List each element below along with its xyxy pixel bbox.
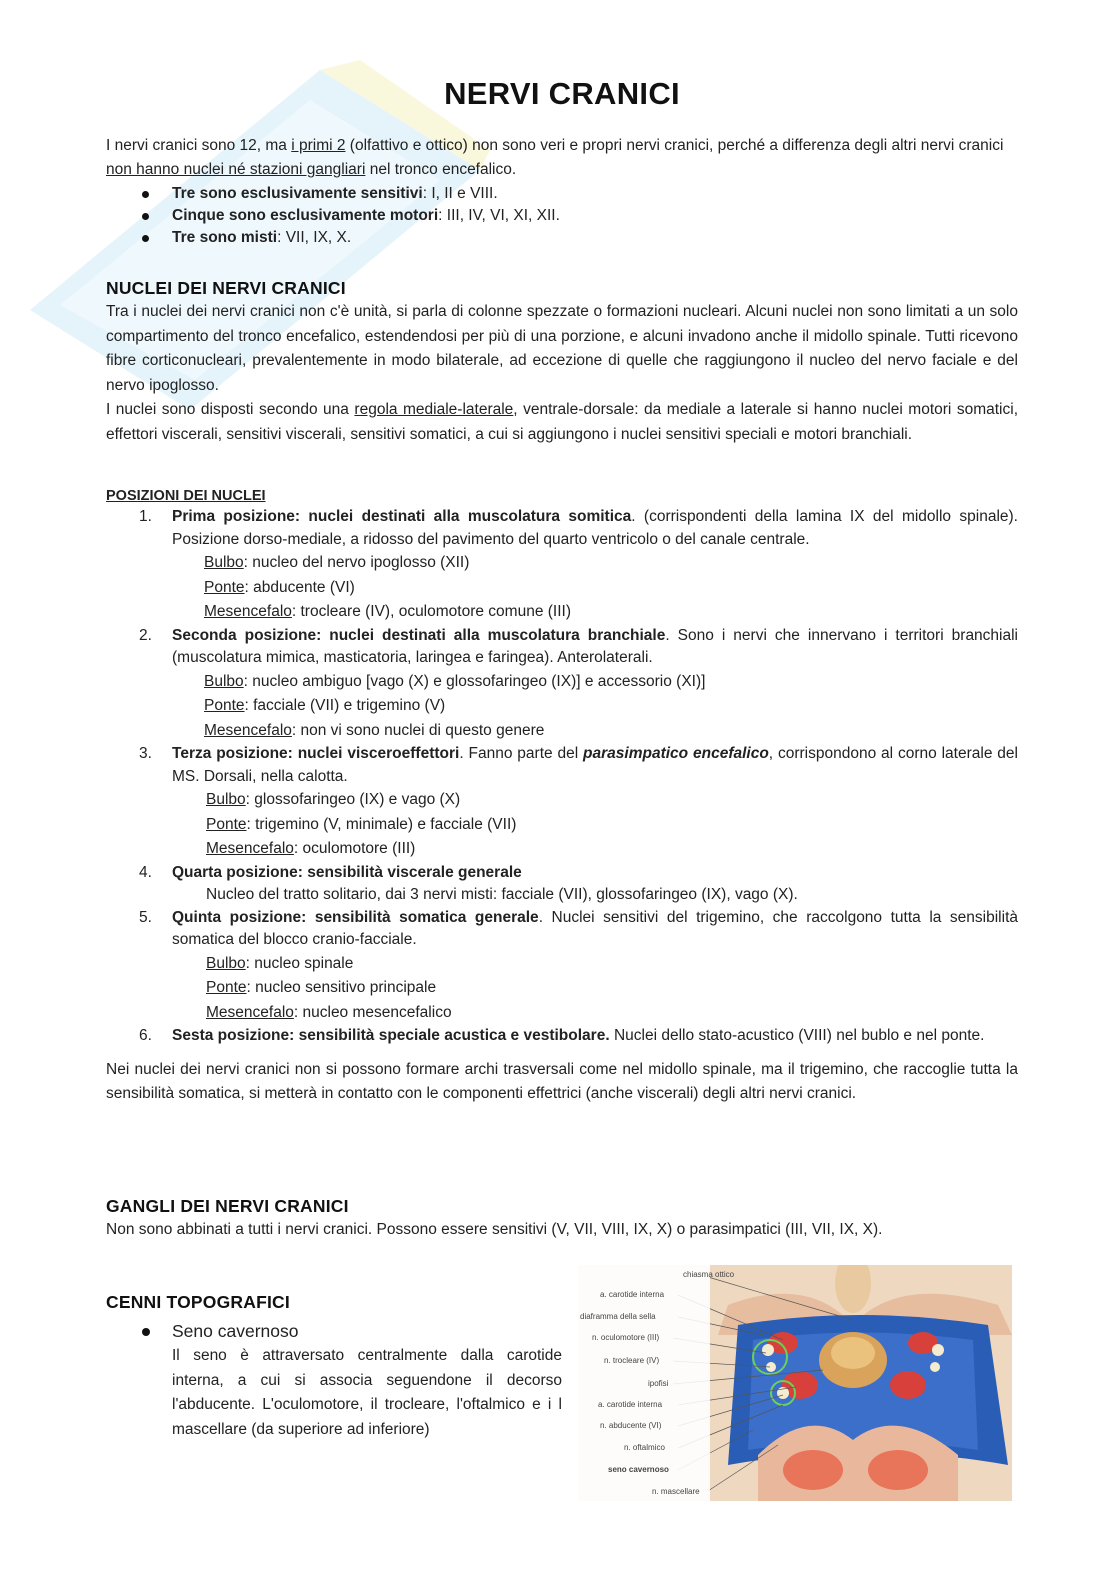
sub-label: Ponte xyxy=(206,815,247,833)
item-text: , corrispondono al corno laterale del MS. Dorsali, nella calotta. xyxy=(172,745,1018,785)
item-number: 3. xyxy=(139,745,152,762)
item-line: Nucleo del tratto solitario, dai 3 nervi misti: facciale (VII), glossofaringeo (IX), vago (X). xyxy=(206,886,798,903)
gangli-section xyxy=(106,1196,1018,1242)
item-number: 5. xyxy=(139,908,152,926)
sub-line xyxy=(206,1001,1018,1026)
intro-paragraph xyxy=(106,134,1018,182)
page-title: NERVI CRANICI xyxy=(444,76,680,111)
section-heading: GANGLI DEI NERVI CRANICI xyxy=(106,1196,349,1216)
sub-line xyxy=(206,976,1018,1001)
gangli-paragraph: Non sono abbinati a tutti i nervi cranici. Possono essere sensitivi (V, VII, VIII, IX, X) o parasimpatici (III, VII, IX, X). xyxy=(106,1221,883,1238)
sub-label: Mesencefalo xyxy=(206,840,294,857)
list-item-text: : VII, IX, X. xyxy=(277,229,352,246)
item-text: . (corrispondenti della lamina IX del midollo spinale). Posizione dorso-mediale, a ridosso del pavimento del quarto ventricolo o del canale centrale. xyxy=(172,508,1018,548)
list-item xyxy=(106,506,1018,625)
item-bold: Prima posizione: nuclei destinati alla muscolatura somitica xyxy=(172,508,632,525)
list-item xyxy=(106,907,1018,1026)
item-number: 2. xyxy=(139,626,152,644)
sub-line xyxy=(206,788,1018,813)
sub-label: Ponte xyxy=(206,979,247,996)
list-item xyxy=(106,205,1018,227)
topic-paragraph: Il seno è attraversato centralmente dalla carotide interna, a cui si associa seguendone il decorso l'abducente. L'oculomotore, il trocleare, l'oftalmico e i l mascellare (da superiore ad inferiore) xyxy=(172,1347,562,1438)
sub-label: Mesencefalo xyxy=(204,721,292,739)
anatomical-illustration xyxy=(578,1265,1012,1501)
sub-text: : nucleo del nervo ipoglosso (XII) xyxy=(243,554,470,571)
sub-line xyxy=(204,576,1018,601)
figure-label: n. trocleare (IV) xyxy=(604,1356,660,1365)
sub-text: : abducente (VI) xyxy=(244,578,355,596)
figure-label: n. abducente (VI) xyxy=(600,1421,662,1430)
intro-underline-primi: i primi 2 xyxy=(291,137,346,154)
nuclei-section xyxy=(106,278,1018,447)
item-italic: parasimpatico encefalico xyxy=(583,745,769,762)
sub-line xyxy=(204,670,1018,695)
item-number: 6. xyxy=(139,1027,152,1044)
sub-text: : nucleo sensitivo principale xyxy=(246,979,437,996)
sub-line xyxy=(206,952,1018,977)
item-text: . Fanno parte del xyxy=(459,745,584,762)
positions-list xyxy=(106,506,1018,1048)
list-item xyxy=(106,1025,1018,1048)
item-text: . Sono i nervi che innervano i territori branchiali (muscolatura mimica, masticatoria, laringea e faringea). Anterolaterali. xyxy=(172,626,1019,666)
bullet-dot xyxy=(142,1328,150,1336)
sub-line xyxy=(204,551,1018,576)
section-heading: CENNI TOPOGRAFICI xyxy=(106,1292,290,1312)
list-item xyxy=(106,862,1018,907)
item-text: . Nuclei sensitivi del trigemino, che raccolgono tutta la sensibilità somatica del blocco cranio-facciale. xyxy=(172,908,1018,948)
figure-label: ipofisi xyxy=(648,1379,669,1388)
list-item xyxy=(106,227,1018,249)
list-item-text: : I, II e VIII. xyxy=(422,185,498,202)
sub-label: Ponte xyxy=(204,578,245,596)
figure-label: a. carotide interna xyxy=(600,1290,665,1299)
sub-label: Bulbo xyxy=(206,954,246,972)
list-item xyxy=(106,743,1018,862)
list-item-text: : III, IV, VI, XI, XII. xyxy=(438,207,560,224)
sub-line xyxy=(204,694,1018,719)
list-item-bold: Tre sono misti xyxy=(172,229,278,246)
item-number: 1. xyxy=(139,508,152,525)
nuclei-paragraph-1: Tra i nuclei dei nervi cranici non c'è unità, si parla di colonne spezzate o formazioni nucleari. Alcuni nuclei non sono limitati a un solo compartimento del tronco encefalico, estendendosi per più di una porzione, e alcuni invadono anche il midollo spinale. Tutti ricevono fibre corticonucleari, prevalentemente in modo bilaterale, ad eccezione di quelle che raggiungono il nucleo del nervo faciale e del nervo ipoglosso. xyxy=(106,303,1018,394)
intro-text: nel tronco encefalico. xyxy=(365,161,517,178)
sub-text: : glossofaringeo (IX) e vago (X) xyxy=(245,791,461,808)
sub-label: Bulbo xyxy=(204,554,244,571)
sub-text: : nucleo ambiguo [vago (X) e glossofaringeo (IX)] e accessorio (XI)] xyxy=(243,672,706,690)
list-item-bold: Tre sono esclusivamente sensitivi xyxy=(172,185,423,202)
sub-line xyxy=(204,719,1018,744)
item-sublist xyxy=(172,788,1018,862)
item-bold: Terza posizione: nuclei visceroeffettori xyxy=(172,745,460,762)
sub-label: Bulbo xyxy=(204,672,244,690)
posizioni-section xyxy=(106,488,1018,1107)
item-number: 4. xyxy=(139,863,152,881)
sub-label: Bulbo xyxy=(206,791,246,808)
sub-text: : facciale (VII) e trigemino (V) xyxy=(244,697,446,714)
sub-text: : oculomotore (III) xyxy=(293,840,416,857)
sub-line xyxy=(204,600,1018,625)
sub-text: : non vi sono nuclei di questo genere xyxy=(291,721,545,739)
intro-underline-nuclei: non hanno nuclei né stazioni gangliari xyxy=(106,161,366,178)
figure-label: a. carotide interna xyxy=(598,1400,663,1409)
figure-label: diaframma della sella xyxy=(580,1312,656,1321)
figure-label: n. oftalmico xyxy=(624,1443,665,1452)
paragraph-text: I nuclei sono disposti secondo una xyxy=(106,401,355,418)
item-bold: Seconda posizione: nuclei destinati alla muscolatura branchiale xyxy=(172,626,666,644)
item-sublist xyxy=(172,551,1018,625)
sub-text: : nucleo spinale xyxy=(245,954,354,972)
figure-label: chiasma ottico xyxy=(683,1270,735,1279)
figure-label: n. mascellare xyxy=(652,1487,700,1496)
sub-text: : trocleare (IV), oculomotore comune (III) xyxy=(291,603,571,620)
figure-label: seno cavernoso xyxy=(608,1465,669,1474)
cavernous-sinus-figure xyxy=(578,1265,1012,1501)
list-item xyxy=(106,183,1018,205)
item-bold: Quarta posizione: sensibilità viscerale generale xyxy=(172,863,522,881)
paragraph-text: , ventrale-dorsale: da mediale a laterale si hanno nuclei motori somatici, effettori viscerali, sensitivi viscerali, sensitivi somatici, a cui si aggiungono i nuclei sensitivi speciali e motori branchiali. xyxy=(106,401,1019,443)
topic-bullet xyxy=(106,1319,562,1343)
nerve-type-list xyxy=(106,183,1018,249)
item-sublist xyxy=(172,670,1018,744)
intro-text: (olfattivo e ottico) non sono veri e propri nervi cranici, perché a differenza degli altri nervi cranici xyxy=(345,137,1004,154)
sub-text: : nucleo mesencefalico xyxy=(293,1003,452,1021)
topografici-section xyxy=(106,1292,562,1442)
sub-line xyxy=(206,837,1018,862)
item-sublist xyxy=(172,952,1018,1026)
list-item xyxy=(106,625,1018,744)
item-text: Nuclei dello stato-acustico (VIII) nel bublo e nel ponte. xyxy=(609,1027,985,1044)
item-bold: Quinta posizione: sensibilità somatica generale xyxy=(172,908,539,926)
closing-paragraph: Nei nuclei dei nervi cranici non si possono formare archi trasversali come nel midollo spinale, ma il trigemino, che raccoglie tutta la sensibilità somatica, si metterà in contatto con le componenti effettrici (anche viscerali) degli altri nervi cranici. xyxy=(106,1060,1018,1102)
sub-label: Mesencefalo xyxy=(206,1003,294,1021)
list-item-bold: Cinque sono esclusivamente motori xyxy=(172,207,439,224)
topic-title: Seno cavernoso xyxy=(172,1321,299,1341)
section-heading: NUCLEI DEI NERVI CRANICI xyxy=(106,278,346,298)
item-bold: Sesta posizione: sensibilità speciale acustica e vestibolare. xyxy=(172,1027,610,1044)
intro-section xyxy=(106,134,1018,249)
sub-label: Mesencefalo xyxy=(204,603,292,620)
nuclei-paragraph-2 xyxy=(106,398,1018,447)
sub-line xyxy=(206,813,1018,838)
figure-label: n. oculomotore (III) xyxy=(592,1333,660,1342)
sub-label: Ponte xyxy=(204,697,245,714)
sub-text: : trigemino (V, minimale) e facciale (VII) xyxy=(246,815,517,833)
paragraph-underline: regola mediale-laterale xyxy=(354,401,514,418)
subsection-heading: POSIZIONI DEI NUCLEI xyxy=(106,488,266,504)
intro-text: I nervi cranici sono 12, ma xyxy=(106,137,292,154)
